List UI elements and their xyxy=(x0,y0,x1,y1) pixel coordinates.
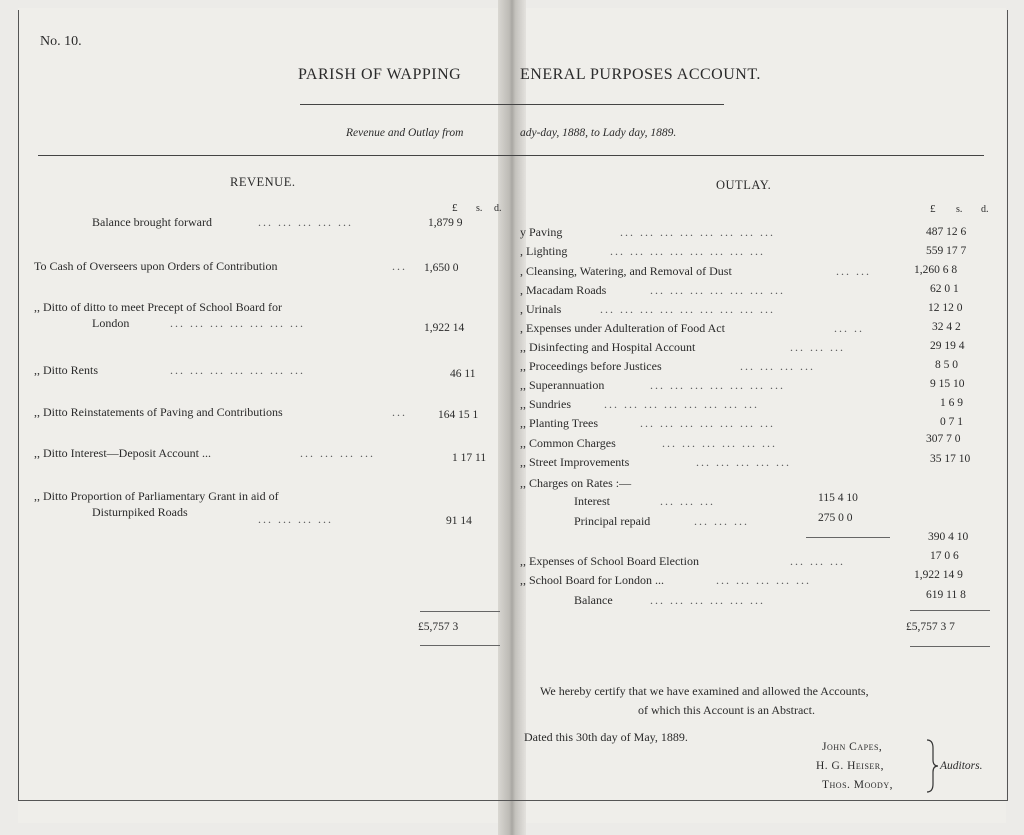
outlay-shilling-header: s. xyxy=(956,204,963,215)
revenue-total-rule xyxy=(420,645,500,646)
dot-leader: ... ... ... ... ... ... xyxy=(650,593,765,607)
title-left: PARISH OF WAPPING xyxy=(298,66,462,83)
dot-leader: ... xyxy=(392,405,407,419)
revenue-row-label: ,, Ditto Interest—Deposit Account ... xyxy=(34,446,211,460)
dot-leader: ... ... ... ... ... ... ... xyxy=(640,416,775,430)
revenue-row-label: ,, Ditto of ditto to meet Precept of School Board for xyxy=(34,300,282,314)
outlay-row-label: ,, Planting Trees xyxy=(520,416,599,430)
dot-leader: ... ... ... ... ... ... ... xyxy=(650,283,785,297)
outlay-row-amount: 35 17 10 xyxy=(930,453,971,465)
revenue-row-label: Balance brought forward xyxy=(92,215,212,229)
outlay-row-label: , Cleansing, Watering, and Removal of Dust xyxy=(520,264,732,278)
title-underline xyxy=(300,104,724,105)
auditors-label: Auditors. xyxy=(940,760,983,772)
dot-leader: ... ... ... xyxy=(790,340,845,354)
revenue-row-label-continued: Disturnpiked Roads xyxy=(92,505,188,519)
outlay-row-amount: 1 6 9 xyxy=(940,397,963,409)
revenue-shilling-header: s. xyxy=(476,203,483,214)
header-divider xyxy=(38,155,984,156)
outlay-row-label: , Macadam Roads xyxy=(520,283,607,297)
dot-leader: ... ... ... ... ... ... xyxy=(662,436,777,450)
dot-leader: ... ... ... ... ... xyxy=(696,455,791,469)
outlay-row-amount: 0 7 1 xyxy=(940,416,963,428)
revenue-row-amount: 1 17 11 xyxy=(452,452,487,464)
outlay-row-label: ,, Sundries xyxy=(520,397,571,411)
outlay-row-amount: 62 0 1 xyxy=(930,283,959,295)
revenue-heading: REVENUE. xyxy=(230,175,296,189)
dot-leader: ... ... ... ... ... ... ... xyxy=(170,316,305,330)
dot-leader: ... ... ... ... ... ... ... ... xyxy=(620,225,775,239)
document-number: No. 10. xyxy=(40,34,82,49)
outlay-total-rule xyxy=(910,610,990,611)
revenue-row-amount: 46 11 xyxy=(450,368,476,380)
charges-subtotal-rule xyxy=(806,537,890,538)
outlay-row-amount: 8 5 0 xyxy=(935,359,958,371)
revenue-pound-header: £ xyxy=(452,202,458,214)
revenue-row-label: ,, Ditto Proportion of Parliamentary Grant in aid of xyxy=(34,489,279,503)
outlay-row-amount: 559 17 7 xyxy=(926,245,967,257)
outlay-row-label: , Expenses under Adulteration of Food Act xyxy=(520,321,725,335)
outlay-total-rule xyxy=(910,646,990,647)
outlay-row-amount: 307 7 0 xyxy=(926,433,961,445)
dot-leader: ... ... ... ... xyxy=(740,359,815,373)
outlay-pound-header: £ xyxy=(930,203,936,215)
outlay-row-amount: 1,260 6 8 xyxy=(914,264,958,276)
dot-leader: ... ... ... ... xyxy=(258,512,333,526)
dot-leader: ... ... ... ... ... ... ... xyxy=(650,378,785,392)
outlay-row-label: ,, Charges on Rates :— xyxy=(520,476,632,490)
dot-leader: ... xyxy=(392,259,407,273)
outlay-row-label: ,, School Board for London ... xyxy=(520,573,664,587)
dot-leader: ... ... ... ... ... ... ... ... xyxy=(604,397,759,411)
revenue-total-rule xyxy=(420,611,500,612)
revenue-row-amount: 1,879 9 xyxy=(428,217,463,229)
title-right: ENERAL PURPOSES ACCOUNT. xyxy=(520,66,761,83)
outlay-row-amount: 29 19 4 xyxy=(930,340,965,352)
outlay-row-amount: 12 12 0 xyxy=(928,302,963,314)
auditor-name: H. G. Heiser, xyxy=(816,760,885,772)
outlay-heading: OUTLAY. xyxy=(716,178,772,192)
dot-leader: ... ... ... ... ... xyxy=(716,573,811,587)
dot-leader: ... ... ... xyxy=(660,494,715,508)
charges-principal-label: Principal repaid xyxy=(574,514,651,528)
subtitle-left: Revenue and Outlay from xyxy=(346,127,464,139)
revenue-row-amount: 91 14 xyxy=(446,515,472,527)
revenue-row-label: To Cash of Overseers upon Orders of Contribution xyxy=(34,259,278,273)
dot-leader: ... ... ... ... ... ... ... xyxy=(170,363,305,377)
outlay-row-label: ,, Street Improvements xyxy=(520,455,630,469)
dot-leader: ... ... ... ... ... ... ... ... xyxy=(610,244,765,258)
revenue-row-amount: 164 15 1 xyxy=(438,409,479,421)
auditors-brace-icon xyxy=(925,738,939,794)
outlay-row-label: , Urinals xyxy=(520,302,562,316)
revenue-row-amount: 1,922 14 xyxy=(424,322,465,334)
dated-line: Dated this 30th day of May, 1889. xyxy=(524,730,688,744)
revenue-row-amount: 1,650 0 xyxy=(424,262,459,274)
outlay-row-label: ,, Common Charges xyxy=(520,436,616,450)
revenue-pence-header: d. xyxy=(494,203,502,214)
outlay-balance-amount: 619 11 8 xyxy=(926,589,966,601)
subtitle-right: ady-day, 1888, to Lady day, 1889. xyxy=(520,127,677,139)
outlay-row-amount: 9 15 10 xyxy=(930,378,965,390)
auditor-name: Thos. Moody, xyxy=(822,779,893,791)
dot-leader: ... .. xyxy=(834,321,864,335)
dot-leader: ... ... ... xyxy=(790,554,845,568)
outlay-row-amount: 487 12 6 xyxy=(926,226,967,238)
certification-line-1: We hereby certify that we have examined and allowed the Accounts, xyxy=(540,684,869,698)
revenue-row-label: ,, Ditto Reinstatements of Paving and Contributions xyxy=(34,405,283,419)
dot-leader: ... ... ... xyxy=(694,514,749,528)
outlay-row-label: , Lighting xyxy=(520,244,568,258)
charges-principal-amount: 275 0 0 xyxy=(818,512,853,524)
charges-total: 390 4 10 xyxy=(928,531,969,543)
charges-interest-amount: 115 4 10 xyxy=(818,492,858,504)
outlay-row-amount: 1,922 14 9 xyxy=(914,569,963,581)
outlay-row-amount: 32 4 2 xyxy=(932,321,961,333)
certification-line-2: of which this Account is an Abstract. xyxy=(638,703,815,717)
outlay-row-amount: 17 0 6 xyxy=(930,550,959,562)
auditor-name: John Capes, xyxy=(822,741,883,753)
revenue-row-label-continued: London xyxy=(92,316,130,330)
dot-leader: ... ... ... ... ... xyxy=(258,215,353,229)
dot-leader: ... ... ... ... ... ... ... ... ... xyxy=(600,302,775,316)
outlay-row-label: ,, Disinfecting and Hospital Account xyxy=(520,340,696,354)
dot-leader: ... ... ... ... xyxy=(300,446,375,460)
revenue-total: £5,757 3 xyxy=(418,621,459,633)
outlay-row-label: ,, Proceedings before Justices xyxy=(520,359,662,373)
outlay-pence-header: d. xyxy=(981,204,989,215)
outlay-row-label: y Paving xyxy=(520,225,563,239)
outlay-row-label: ,, Superannuation xyxy=(520,378,605,392)
revenue-row-label: ,, Ditto Rents xyxy=(34,363,99,377)
dot-leader: ... ... xyxy=(836,264,871,278)
outlay-balance-label: Balance xyxy=(574,593,613,607)
charges-interest-label: Interest xyxy=(574,494,610,508)
outlay-row-label: ,, Expenses of School Board Election xyxy=(520,554,699,568)
outlay-total: £5,757 3 7 xyxy=(906,621,955,633)
